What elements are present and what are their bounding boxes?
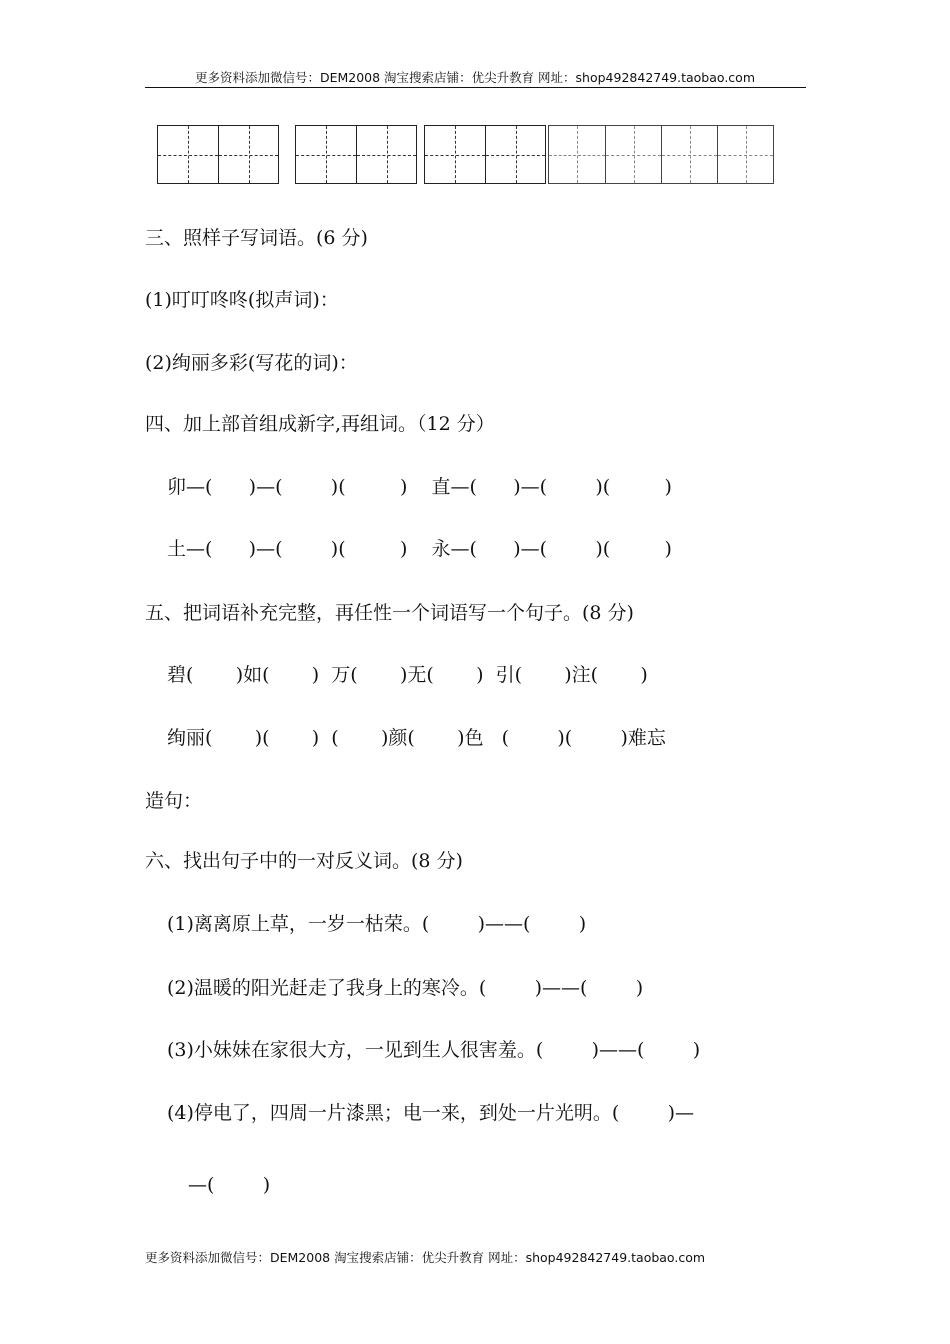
section6-item-4-continued: —( ) xyxy=(188,1174,271,1196)
header-divider xyxy=(145,87,806,88)
page-footer: 更多资料添加微信号：DEM2008 淘宝搜索店铺：优尖升教育 网址：shop492842749.taobao.com xyxy=(145,1250,706,1265)
section5-row-1: 碧( )如( ) 万( )无( ) 引( )注( ) xyxy=(167,664,648,686)
page-header: 更多资料添加微信号：DEM2008 淘宝搜索店铺：优尖升教育 网址：shop492842749.taobao.com xyxy=(194,70,756,85)
grid-cell xyxy=(218,126,278,183)
section4-row-2: 土—( )—( )( ) 永—( )—( )( ) xyxy=(167,538,672,560)
section4-title: 四、加上部首组成新字,再组词。（12 分） xyxy=(145,413,495,435)
grid-cell xyxy=(296,126,356,183)
grid-cell xyxy=(356,126,416,183)
section6-item-4: (4)停电了，四周一片漆黑；电一来，到处一片光明。( )— xyxy=(167,1102,695,1124)
grid-cell xyxy=(605,126,661,183)
section6-item-3: (3)小妹妹在家很大方，一见到生人很害羞。( )——( ) xyxy=(167,1039,701,1061)
section4-row-1: 卯—( )—( )( ) 直—( )—( )( ) xyxy=(167,476,672,498)
section6-title: 六、找出句子中的一对反义词。(8 分) xyxy=(145,850,463,872)
writing-grid-1 xyxy=(157,125,279,184)
grid-cell xyxy=(425,126,485,183)
grid-cell xyxy=(661,126,717,183)
grid-cell xyxy=(717,126,773,183)
section6-item-2: (2)温暖的阳光赶走了我身上的寒冷。( )——( ) xyxy=(167,977,644,999)
grid-cell xyxy=(485,126,545,183)
section5-title: 五、把词语补充完整，再任性一个词语写一个句子。(8 分) xyxy=(145,602,634,624)
grid-cell xyxy=(158,126,218,183)
section3-item-1: (1)叮叮咚咚(拟声词)： xyxy=(145,289,339,311)
writing-grid-4 xyxy=(548,125,774,184)
section3-item-2: (2)绚丽多彩(写花的词)： xyxy=(145,352,358,374)
writing-grid-2 xyxy=(295,125,417,184)
writing-grid-3 xyxy=(424,125,546,184)
grid-cell xyxy=(549,126,605,183)
section5-row-2: 绚丽( )( ) ( )颜( )色 ( )( )难忘 xyxy=(167,727,666,749)
sentence-label: 造句： xyxy=(145,790,203,812)
section6-item-1: (1)离离原上草，一岁一枯荣。( )——( ) xyxy=(167,913,587,935)
section3-title: 三、照样子写词语。(6 分) xyxy=(145,227,368,249)
